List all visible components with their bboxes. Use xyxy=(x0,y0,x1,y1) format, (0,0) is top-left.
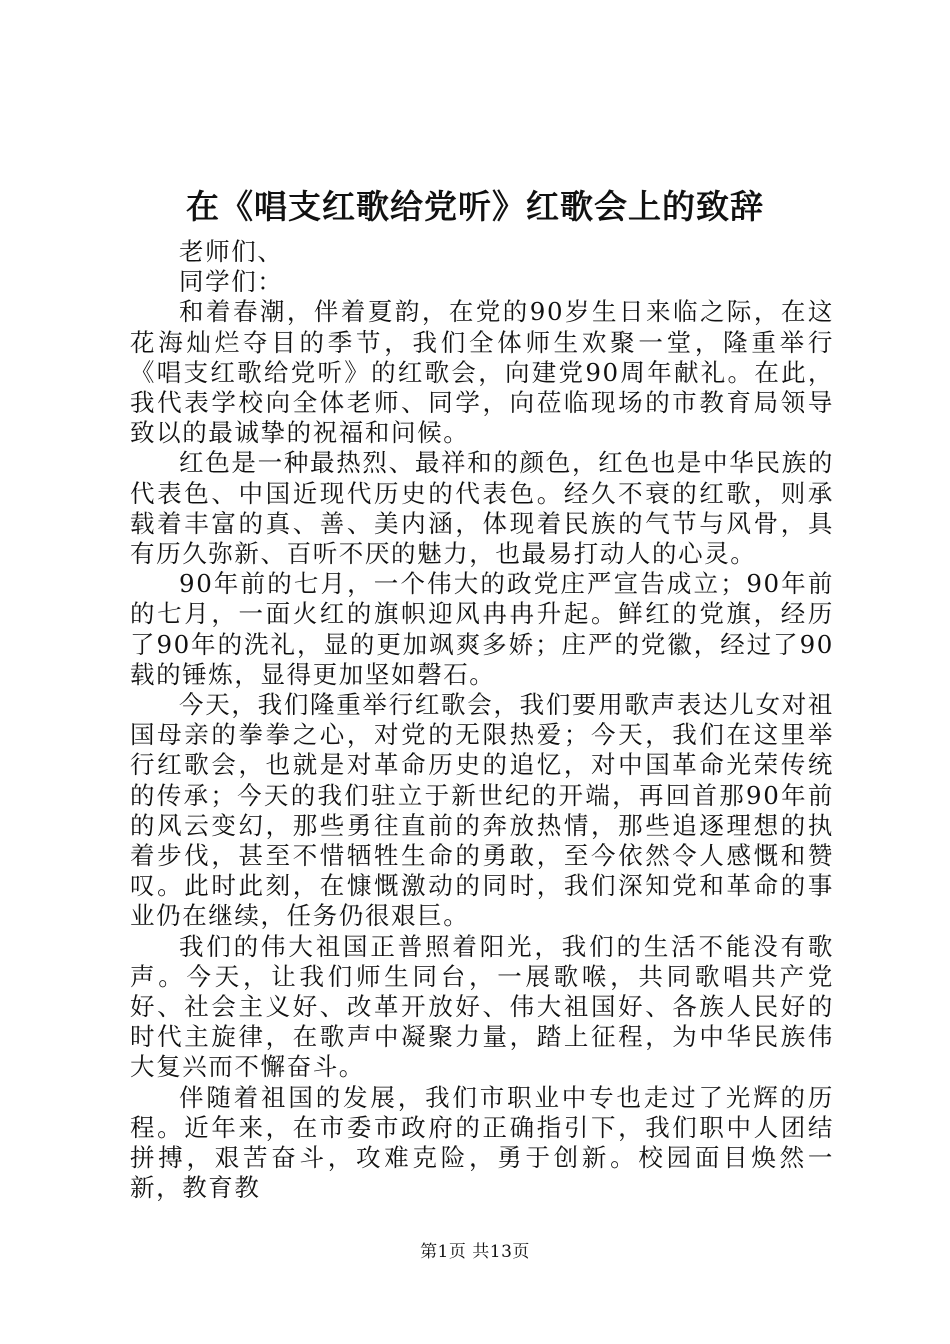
body-paragraph: 90年前的七月，一个伟大的政党庄严宣告成立；90年前的七月，一面火红的旗帜迎风冉冉升起。鲜红的党旗，经历了90年的洗礼，显的更加飒爽多娇；庄严的党徽，经过了90载的锤炼，显得更加坚如磬石。 xyxy=(130,569,834,689)
greeting-line: 老师们、 xyxy=(179,237,284,266)
greeting-line: 同学们： xyxy=(179,267,284,297)
page-footer: 第1页 共13页 xyxy=(420,1242,530,1262)
body-paragraph: 红色是一种最热烈、最祥和的颜色，红色也是中华民族的代表色、中国近现代历史的代表色。经久不衰的红歌，则承载着丰富的真、善、美内涵，体现着民族的气节与风骨，具有历久弥新、百听不厌的魅力，也最易打动人的心灵。 xyxy=(130,448,834,569)
body-paragraph: 伴随着祖国的发展，我们市职业中专也走过了光辉的历程。近年来，在市委市政府的正确指引下，我们职中人团结拼搏，艰苦奋斗，攻难克险，勇于创新。校园面目焕然一新，教育教 xyxy=(130,1082,834,1203)
body-paragraph: 今天，我们隆重举行红歌会，我们要用歌声表达儿女对祖国母亲的拳拳之心，对党的无限热爱；今天，我们在这里举行红歌会，也就是对革命历史的追忆，对中国革命光荣传统的传承；今天的我们驻立于新世纪的开端，再回首那90年前的风云变幻，那些勇往直前的奔放热情，那些追逐理想的执着步伐，甚至不惜牺牲生命的勇敢，至今依然令人感慨和赞叹。此时此刻，在慷慨激动的同时，我们深知党和革命的事业仍在继续，任务仍很艰巨。 xyxy=(130,690,834,931)
body-paragraph: 和着春潮，伴着夏韵，在党的90岁生日来临之际，在这花海灿烂夺目的季节，我们全体师生欢聚一堂，隆重举行《唱支红歌给党听》的红歌会，向建党90周年献礼。在此，我代表学校向全体老师、同学，向莅临现场的市教育局领导致以的最诚挚的祝福和问候。 xyxy=(130,297,834,448)
body-paragraph: 我们的伟大祖国正普照着阳光，我们的生活不能没有歌声。今天，让我们师生同台，一展歌喉，共同歌唱共产党好、社会主义好、改革开放好、伟大祖国好、各族人民好的时代主旋律，在歌声中凝聚力量，踏上征程，为中华民族伟大复兴而不懈奋斗。 xyxy=(130,931,834,1082)
document-title: 在《唱支红歌给党听》红歌会上的致辞 xyxy=(186,187,764,226)
document-body xyxy=(130,237,834,1204)
